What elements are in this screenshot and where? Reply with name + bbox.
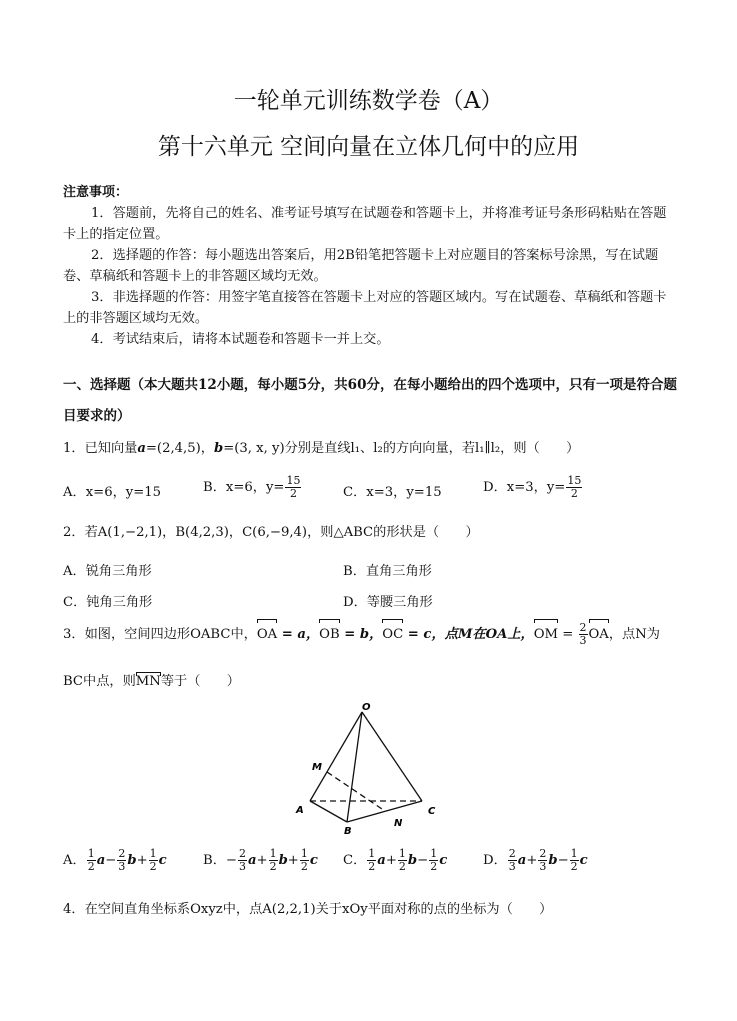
- point-b-label: B: [344, 826, 352, 837]
- question-4-stem: 4．在空间直角坐标系Oxyz中，点A(2,2,1)关于xOy平面对称的点的坐标为（ ）: [63, 902, 553, 917]
- q3-option-c: C． $\frac{1}{2}$ a+ $\frac{1}{2}$ b− $\frac{1}{2}$ c: [343, 847, 448, 873]
- point-c-label: C: [428, 806, 436, 817]
- note-item-4: 4．考试结束后，请将本试题卷和答题卡一并上交。: [91, 332, 390, 347]
- q2-option-d: D．等腰三角形: [343, 595, 433, 610]
- note-item-1: 1．答题前，先将自己的姓名、准考证号填写在试题卷和答题卡上，并将准考证号条形码粘贴在答题卡上的指定位置。: [63, 206, 667, 242]
- note-item-3: 3．非选择题的作答：用签字笔直接答在答题卡上对应的答题区域内。写在试题卷、草稿纸和答题卡上的非答题区域均无效。: [63, 290, 667, 326]
- point-n-label: N: [394, 818, 403, 829]
- section-heading: 一、选择题（本大题共12小题，每小题5分，共60分，在每小题给出的四个选项中，只有一项是符合题目要求的）: [63, 377, 677, 424]
- question-3-stem-line2: BC中点，则MN等于（ ）: [63, 674, 240, 689]
- question-2-stem: 2．若A(1,−2,1)，B(4,2,3)，C(6,−9,4)，则△ABC的形状是（ ）: [63, 525, 479, 540]
- fraction: $\frac{2}{3}$: [579, 621, 587, 647]
- q1-option-c: C．x=3，y=15: [343, 485, 442, 500]
- note-item-2: 2．选择题的作答：每小题选出答案后，用2B铅笔把答题卡上对应题目的答案标号涂黑，写在试题卷、草稿纸和答题卡上的非答题区域均无效。: [63, 248, 659, 284]
- question-3-stem: 3．如图，空间四边形OABC中，OA = a，OB = b，OC = c，点M在OA上，OM = $\frac{2}{3}$ OA，点N为: [63, 621, 660, 647]
- point-m-label: M: [312, 762, 322, 773]
- exam-title: 一轮单元训练数学卷（A）: [233, 88, 504, 114]
- q2-option-a: A．锐角三角形: [63, 564, 152, 579]
- q3-option-a: A． $\frac{1}{2}$ a− $\frac{2}{3}$ b+ $\frac{1}{2}$ c: [63, 847, 167, 873]
- question-1-stem: 1．已知向量a=(2,4,5)，b=(3, x, y)分别是直线l₁、l₂的方向向量，若l₁∥l₂，则（ ）: [63, 441, 580, 456]
- q3-option-b: B．− $\frac{2}{3}$ a+ $\frac{1}{2}$ b+ $\frac{1}{2}$ c: [203, 847, 318, 873]
- point-o-label: O: [362, 702, 371, 713]
- unit-title: 第十六单元 空间向量在立体几何中的应用: [157, 134, 580, 160]
- q1-option-b: B．x=6，y= $\frac{15}{2}$: [203, 474, 301, 500]
- q1-option-d: D．x=3，y= $\frac{15}{2}$: [483, 474, 582, 500]
- fraction: $\frac{15}{2}$: [286, 474, 301, 500]
- q2-option-b: B．直角三角形: [343, 564, 432, 579]
- fraction: $\frac{15}{2}$: [567, 474, 582, 500]
- q3-option-d: D． $\frac{2}{3}$ a+ $\frac{2}{3}$ b− $\frac{1}{2}$ c: [483, 847, 588, 873]
- q1-option-a: A．x=6，y=15: [63, 485, 162, 500]
- tetrahedron-figure: [290, 698, 450, 838]
- notes-heading: 注意事项：: [63, 185, 129, 200]
- q2-option-c: C．钝角三角形: [63, 595, 153, 610]
- point-a-label: A: [296, 805, 304, 816]
